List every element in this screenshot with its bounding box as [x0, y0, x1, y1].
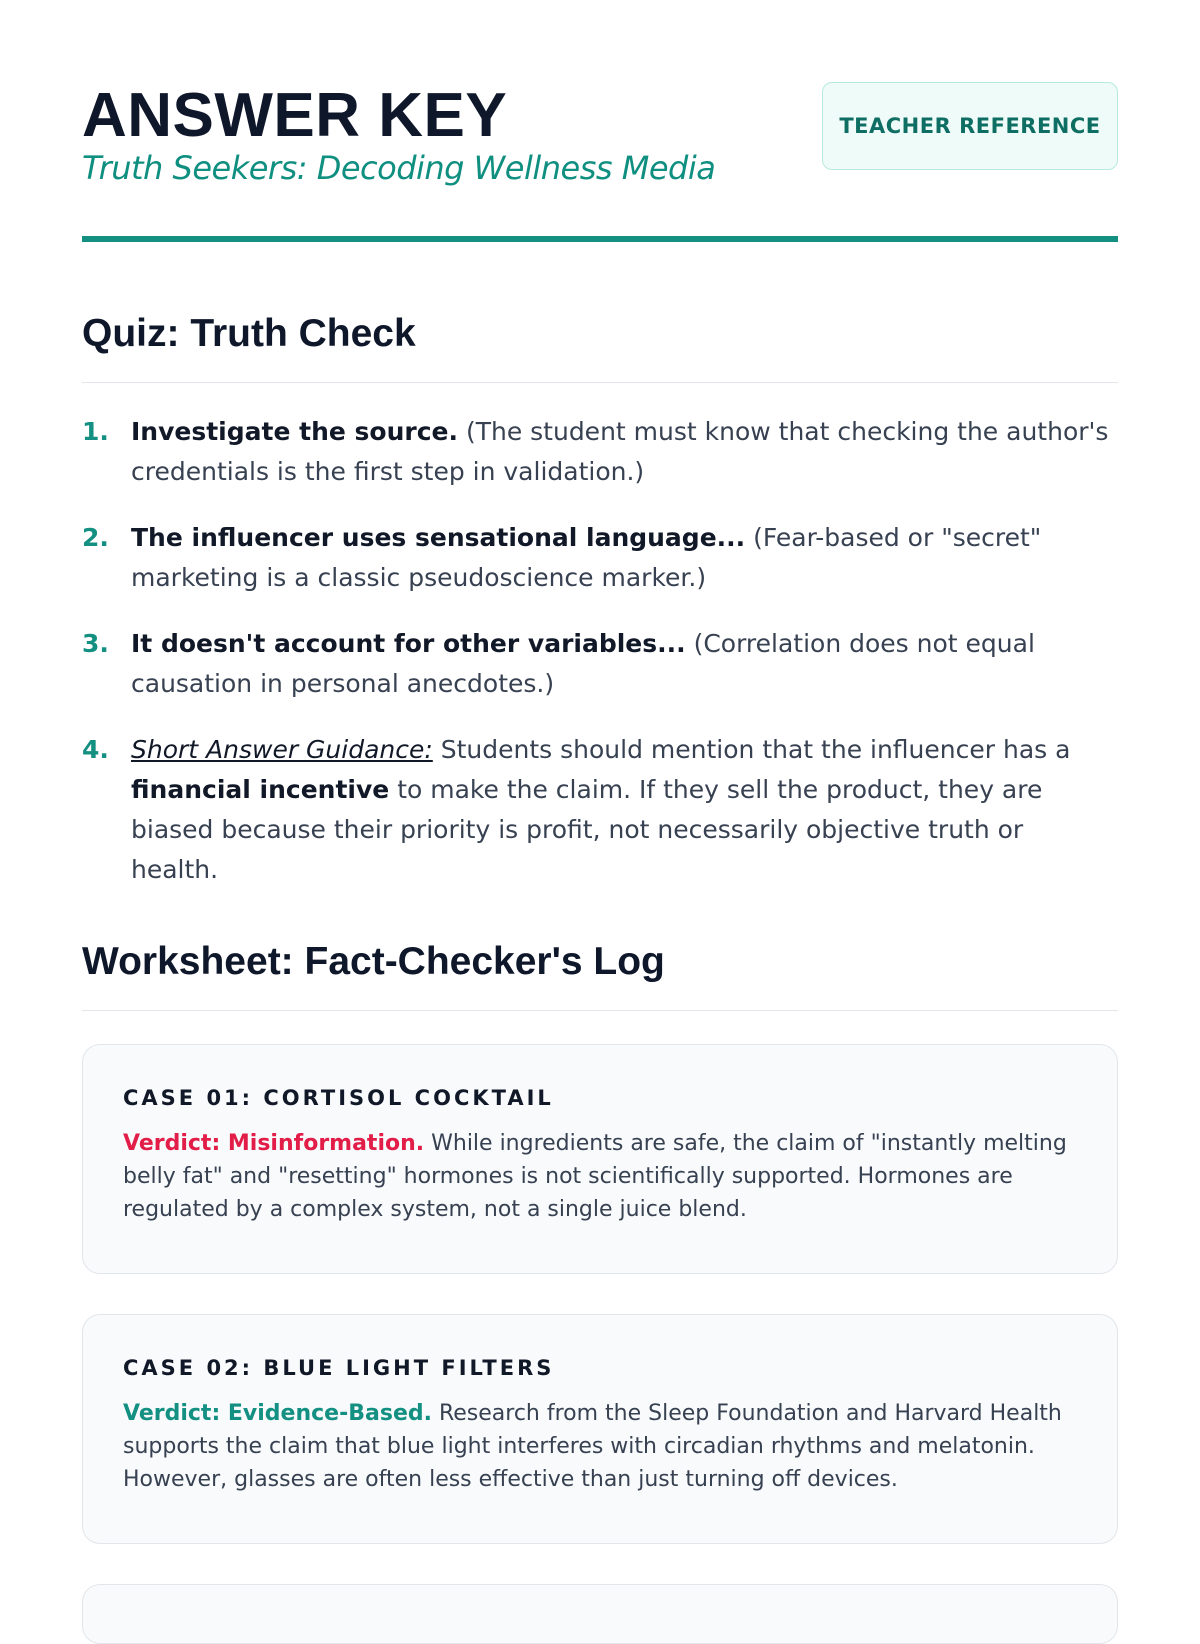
answer-explanation: (The student must know that checking the author's credentials is the first step in validation.)	[131, 417, 1109, 486]
quiz-answer-item	[82, 518, 1118, 598]
answer-explanation: Students should mention that the influencer has a	[432, 735, 1071, 764]
worksheet-section-header	[82, 938, 1118, 1011]
verdict-evidence-based: Verdict: Evidence-Based.	[123, 1401, 432, 1426]
answer-explanation: (Correlation does not equal causation in personal anecdotes.)	[131, 629, 1035, 698]
case-card	[82, 1044, 1118, 1274]
answer-lead: The influencer uses sensational language...	[131, 523, 746, 552]
answer-number: 4.	[82, 735, 109, 764]
case-body	[123, 1127, 1077, 1226]
answer-explanation-continued: to make the claim. If they sell the product, they are biased because their priority is profit, not necessarily objective truth or health.	[131, 775, 1043, 884]
quiz-answer-item	[82, 624, 1118, 704]
quiz-answer-list	[82, 412, 1118, 916]
quiz-section-header	[82, 310, 1118, 383]
worksheet-divider	[82, 1010, 1118, 1011]
page-header	[82, 0, 1118, 244]
case-explanation: Research from the Sleep Foundation and Harvard Health supports the claim that blue light interferes with circadian rhythms and melatonin. However, glasses are often less effective than just turning off devices.	[123, 1401, 1062, 1492]
page-title: ANSWER KEY	[82, 81, 508, 150]
case-card	[82, 1314, 1118, 1544]
case-title: CASE 01: CORTISOL COCKTAIL	[123, 1086, 554, 1110]
case-body	[123, 1397, 1077, 1496]
answer-number: 1.	[82, 417, 109, 446]
case-card-partial	[82, 1584, 1118, 1644]
short-answer-guidance-label: Short Answer Guidance:	[131, 735, 433, 764]
answer-explanation: (Fear-based or "secret" marketing is a classic pseudoscience marker.)	[131, 523, 1042, 592]
answer-lead: It doesn't account for other variables...	[131, 629, 686, 658]
case-explanation: While ingredients are safe, the claim of "instantly melting belly fat" and "resetting" hormones is not scientifically supported. Hormones are regulated by a complex system, not a single juice blend.	[123, 1131, 1067, 1222]
page-subtitle: Truth Seekers: Decoding Wellness Media	[82, 149, 716, 187]
financial-incentive-emphasis: financial incentive	[131, 775, 390, 804]
worksheet-heading: Worksheet: Fact-Checker's Log	[82, 940, 665, 983]
teacher-reference-badge: TEACHER REFERENCE	[822, 82, 1118, 170]
verdict-misinformation: Verdict: Misinformation.	[123, 1131, 425, 1156]
quiz-divider	[82, 382, 1118, 383]
case-title: CASE 02: BLUE LIGHT FILTERS	[123, 1356, 555, 1380]
quiz-answer-item	[82, 730, 1118, 890]
header-divider	[82, 236, 1118, 242]
quiz-answer-item	[82, 412, 1118, 492]
answer-number: 3.	[82, 629, 109, 658]
answer-number: 2.	[82, 523, 109, 552]
answer-lead: Investigate the source.	[131, 417, 458, 446]
quiz-heading: Quiz: Truth Check	[82, 312, 416, 355]
